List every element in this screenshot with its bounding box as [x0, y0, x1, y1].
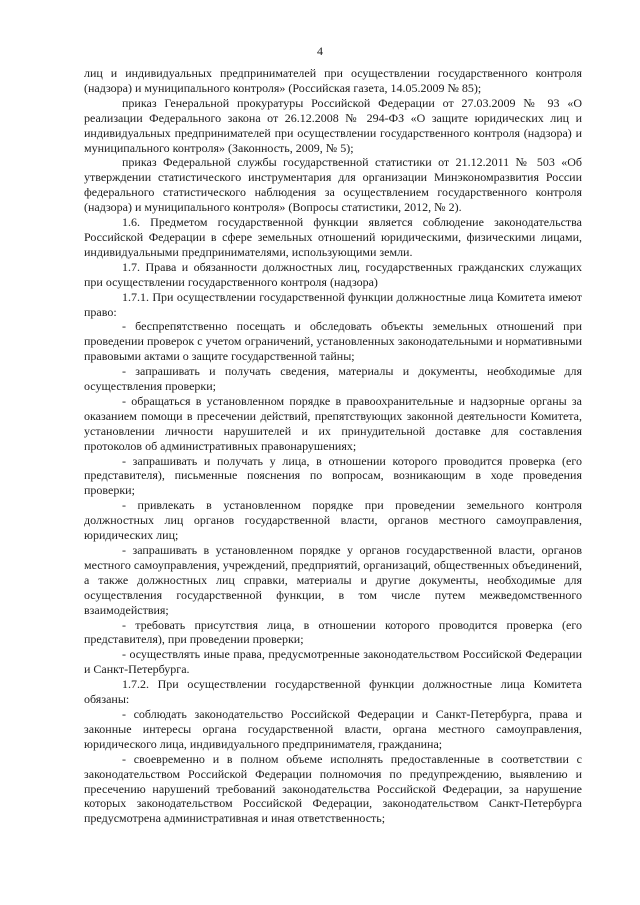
paragraph-1-7: 1.7. Права и обязанности должностных лиц, государственных гражданских служащих при осуществлении государственного контроля (надзора) [84, 259, 582, 289]
list-item: - запрашивать в установленном порядке у органов государственной власти, органов местного самоуправления, учреждений, предприятий, организаций, общественных объединений, а также должностных лиц справки, материалы и другие документы, необходимые для осуществления государственной функции, в том числе путем межведомственного взаимодействия; [84, 543, 582, 617]
paragraph-1-7-1: 1.7.1. При осуществлении государственной функции должностные лица Комитета имеют право: [84, 289, 582, 319]
paragraph-1-7-2: 1.7.2. При осуществлении государственной функции должностные лица Комитета обязаны: [84, 677, 582, 707]
list-item: - запрашивать и получать у лица, в отношении которого проводится проверка (его представителя), письменные пояснения по вопросам, возникающим в ходе проведения проверки; [84, 453, 582, 498]
list-item: - запрашивать и получать сведения, материалы и документы, необходимые для осуществления проверки; [84, 364, 582, 394]
page-number: 4 [317, 44, 323, 58]
list-item: - обращаться в установленном порядке в правоохранительные и надзорные органы за оказанием помощи в пресечении действий, препятствующих законной деятельности Комитета, установлении личности нарушителей и их принудительной доставке для составления протоколов об административных правонарушениях; [84, 393, 582, 453]
paragraph-1-6: 1.6. Предметом государственной функции является соблюдение законодательства Российской Федерации в сфере земельных отношений юридическими, физическими лицами, индивидуальными предпринимателями, использующими земли. [84, 215, 582, 259]
paragraph-rosstat-order: приказ Федеральной службы государственной статистики от 21.12.2011 № 503 «Об утверждении статистического инструментария для организации Минэкономразвития России федерального статистического наблюдения за осуществлением государственного контроля (надзора) и муниципального контроля» (Вопросы статистики, 2012, № 2). [84, 155, 582, 215]
list-item: - своевременно и в полном объеме исполнять предоставленные в соответствии с законодательством Российской Федерации полномочия по предупреждению, выявлению и пресечению нарушений требований законодательства Российской Федерации, за нарушение которых законодательством Российской Федерации, законодательством Санкт-Петербурга предусмотрена административная и иная ответственность; [84, 751, 582, 826]
list-item: - осуществлять иные права, предусмотренные законодательством Российской Федерации и Санкт-Петербурга. [84, 647, 582, 677]
document-body [84, 66, 582, 826]
paragraph-continuation: лиц и индивидуальных предпринимателей при осуществлении государственного контроля (надзора) и муниципального контроля» (Российская газета, 14.05.2009 № 85); [84, 66, 582, 95]
list-item: - беспрепятственно посещать и обследовать объекты земельных отношений при проведении проверок с учетом ограничений, установленных законодательными и нормативными правовыми актами о защите государственной тайны; [84, 319, 582, 364]
list-item: - требовать присутствия лица, в отношении которого проводится проверка (его представителя), при проведении проверки; [84, 617, 582, 647]
list-item: - привлекать в установленном порядке при проведении земельного контроля должностных лиц органов государственной власти, органов местного самоуправления, юридических лиц; [84, 498, 582, 543]
paragraph-prokuratura-order: приказ Генеральной прокуратуры Российской Федерации от 27.03.2009 № 93 «О реализации Федерального закона от 26.12.2008 № 294-ФЗ «О защите юридических лиц и индивидуальных предпринимателей при осуществлении государственного контроля (надзора) и муниципального контроля» (Законность, 2009, № 5); [84, 95, 582, 155]
list-item: - соблюдать законодательство Российской Федерации и Санкт-Петербурга, права и законные интересы органа государственной власти, органа местного самоуправления, юридического лица, индивидуального предпринимателя, гражданина; [84, 706, 582, 751]
